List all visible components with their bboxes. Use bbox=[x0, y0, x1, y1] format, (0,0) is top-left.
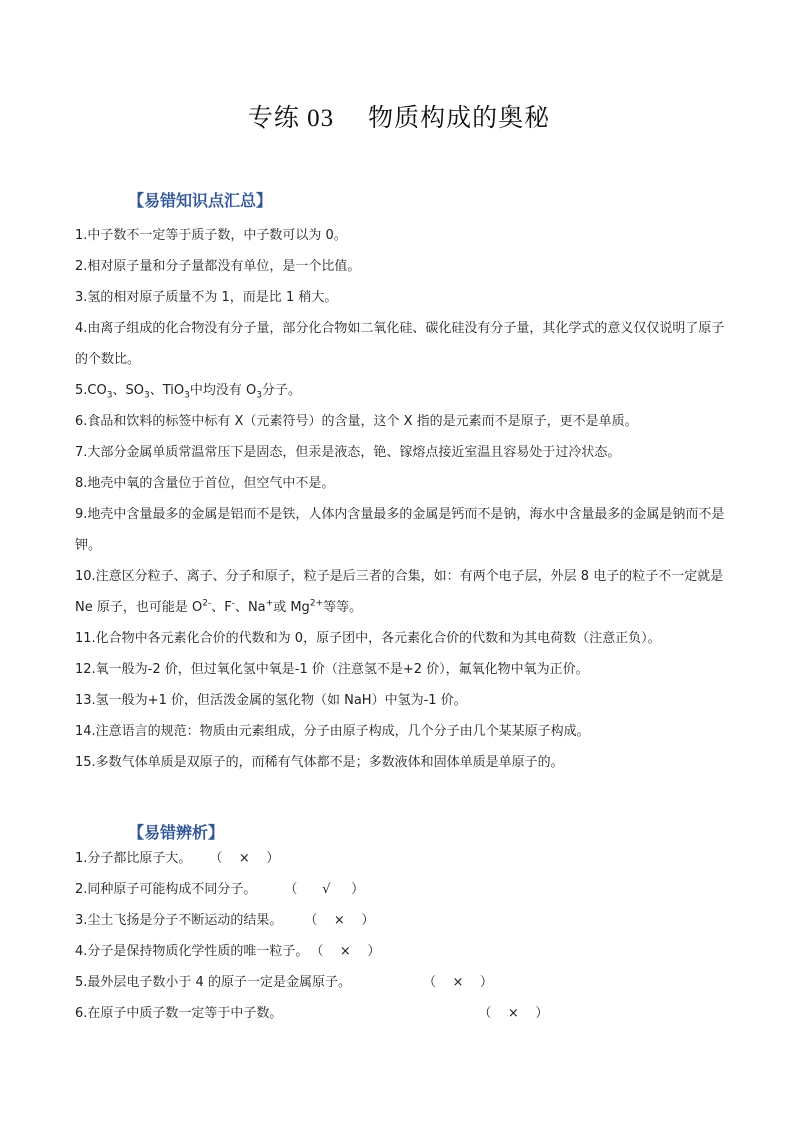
list-item: 12.氧一般为-2 价，但过氧化氢中氧是-1 价（注意氢不是+2 价），氟氧化物中氧为正价。 bbox=[75, 662, 589, 677]
list-item: 1.中子数不一定等于质子数，中子数可以为 0。 bbox=[75, 228, 347, 243]
list-item: 1.分子都比原子大。 （ × ） bbox=[75, 843, 725, 874]
judgement-mark: （ × ） bbox=[310, 944, 381, 959]
list-item: 3.尘土飞扬是分子不断运动的结果。 （ × ） bbox=[75, 905, 725, 936]
list-item: 4.由离子组成的化合物没有分子量，部分化合物如二氧化硅、碳化硅没有分子量，其化学式的意义仅仅说明了原子的个数比。 bbox=[75, 321, 725, 367]
list-item: 7.大部分金属单质常温常压下是固态，但汞是液态，铯、镓熔点接近室温且容易处于过冷状态。 bbox=[75, 445, 621, 460]
list-item: 2.同种原子可能构成不同分子。 （ √ ） bbox=[75, 874, 725, 905]
list-item: 4.分子是保持物质化学性质的唯一粒子。 （ × ） bbox=[75, 936, 725, 967]
list-item: 3.氢的相对原子质量不为 1，而是比 1 稍大。 bbox=[75, 290, 338, 305]
list-item: 10.注意区分粒子、离子、分子和原子，粒子是后三者的合集，如：有两个电子层，外层 8 电子的粒子不一定就是 Ne 原子，也可能是 $O^{2-}$、F-、Na+或 $Mg^{2+}$等等。 bbox=[75, 569, 724, 615]
judgement-mark: （ √ ） bbox=[284, 882, 365, 897]
list-item: 11.化合物中各元素化合价的代数和为 0，原子团中，各元素化合价的代数和为其电荷数（注意正负）。 bbox=[75, 631, 661, 646]
list-item: 6.食品和饮料的标签中标有 X（元素符号）的含量，这个 X 指的是元素而不是原子，更不是单质。 bbox=[75, 414, 638, 429]
list-item: 5.最外层电子数小于 4 的原子一定是金属原子。 （ × ） bbox=[75, 967, 725, 998]
judgement-mark: （ × ） bbox=[478, 1006, 549, 1021]
discrimination-list bbox=[75, 843, 725, 1029]
list-item: 13.氢一般为+1 价，但活泼金属的氢化物（如 NaH）中氢为-1 价。 bbox=[75, 693, 467, 708]
list-item: 2.相对原子量和分子量都没有单位，是一个比值。 bbox=[75, 259, 361, 274]
list-item: 14.注意语言的规范：物质由元素组成，分子由原子构成，几个分子由几个某某原子构成。 bbox=[75, 724, 590, 739]
list-item: 9.地壳中含量最多的金属是铝而不是铁，人体内含量最多的金属是钙而不是钠，海水中含量最多的金属是钠而不是钾。 bbox=[75, 507, 725, 553]
judgement-mark: （ × ） bbox=[209, 851, 280, 866]
list-item: 15.多数气体单质是双原子的，而稀有气体都不是；多数液体和固体单质是单原子的。 bbox=[75, 755, 564, 770]
knowledge-list bbox=[75, 220, 725, 778]
list-item: 6.在原子中质子数一定等于中子数。 （ × ） bbox=[75, 998, 725, 1029]
section-heading-discrimination: 【易错辨析】 bbox=[128, 823, 225, 842]
judgement-mark: （ × ） bbox=[422, 975, 493, 990]
title-text: 物质构成的奥秘 bbox=[368, 103, 551, 132]
list-item: 8.地壳中氧的含量位于首位，但空气中不是。 bbox=[75, 476, 335, 491]
judgement-mark: （ × ） bbox=[304, 913, 375, 928]
list-item: $5.CO_3$、$SO_3$、TiO$_3$中均没有 $O_3$分子。 bbox=[75, 383, 301, 401]
page-title bbox=[0, 98, 794, 134]
section-heading-knowledge: 【易错知识点汇总】 bbox=[128, 191, 273, 210]
title-number: 专练 03 bbox=[247, 105, 335, 132]
